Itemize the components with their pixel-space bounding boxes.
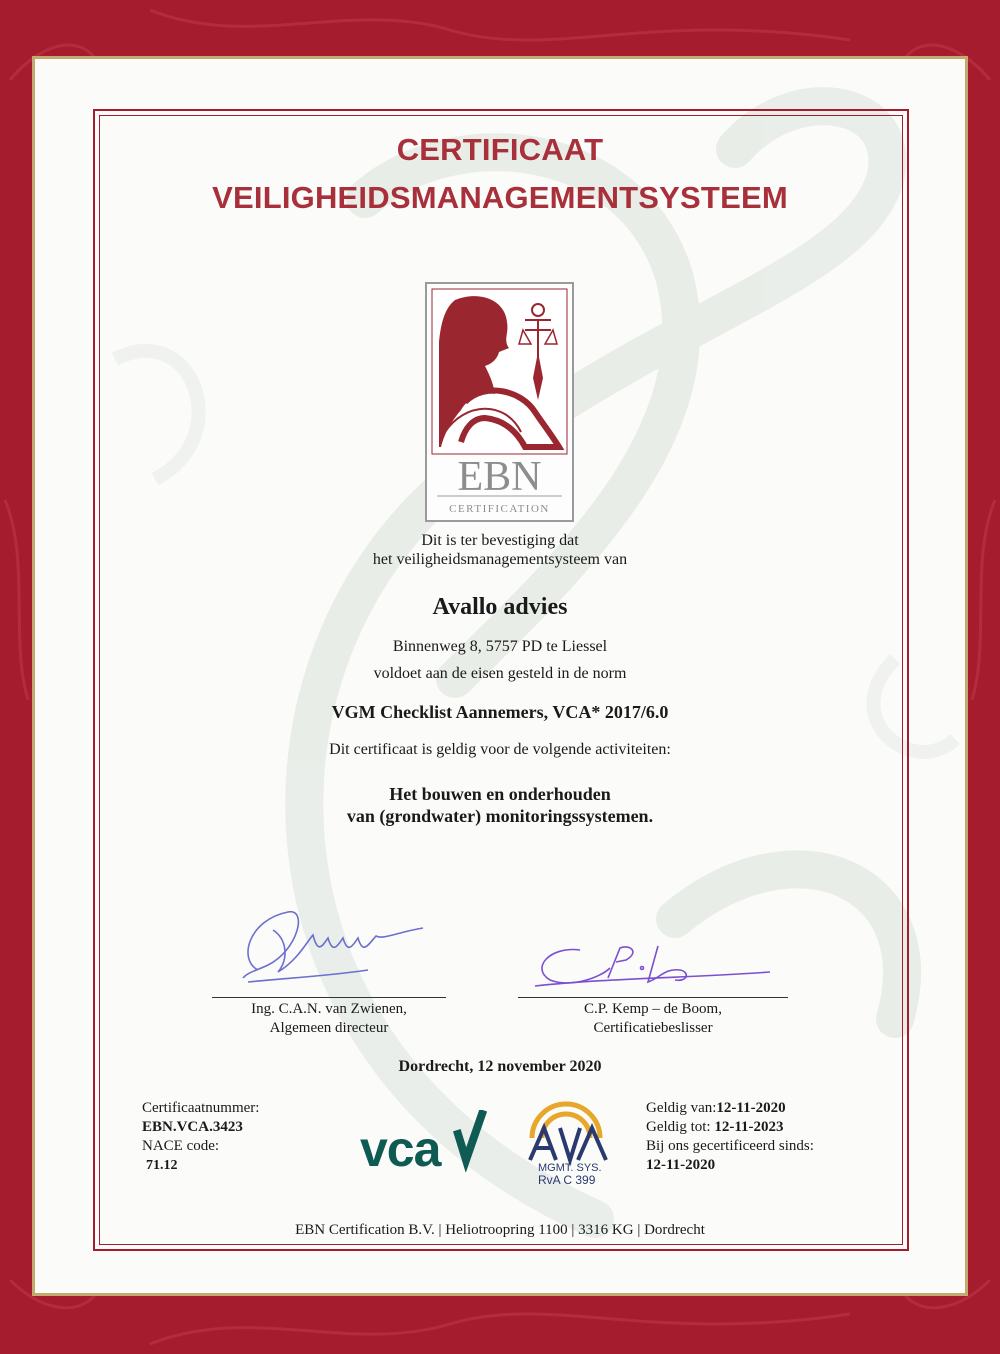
validity-text: Dit certificaat is geldig voor de volgende activiteiten:	[329, 741, 671, 758]
ebn-logo-subtitle: CERTIFICATION	[449, 503, 550, 515]
intro-text	[0, 531, 1000, 569]
company-name: Avallo advies	[432, 594, 568, 620]
valid-from	[646, 1099, 886, 1118]
certificate-footer: EBN Certification B.V. | Heliotroopring 1100 | 3316 KG | Dordrecht	[295, 1222, 705, 1238]
activity-line-1: Het bouwen en onderhouden	[389, 784, 611, 804]
signature-right	[530, 938, 780, 998]
nace-code-label: NACE code:	[142, 1138, 220, 1154]
norm-name: VGM Checklist Aannemers, VCA* 2017/6.0	[331, 702, 669, 722]
signatory-left-name: Ing. C.A.N. van Zwienen,	[251, 1001, 407, 1017]
valid-from-label: Geldig van:	[646, 1100, 717, 1116]
nace-code-value: 71.12	[146, 1158, 178, 1173]
validity-block	[646, 1099, 886, 1175]
company-address: Binnenweg 8, 5757 PD te Liessel	[392, 638, 608, 655]
rva-accreditation-logo	[520, 1098, 616, 1186]
certificate-number-label: Certificaatnummer:	[142, 1100, 260, 1116]
signatory-left	[212, 1000, 446, 1038]
certificate-number-value: EBN.VCA.3423	[142, 1119, 243, 1135]
valid-to-label: Geldig tot:	[646, 1119, 715, 1135]
ebn-certification-logo	[425, 282, 574, 522]
certificate-title-line2: VEILIGHEIDSMANAGEMENTSYSTEEM	[212, 180, 788, 215]
signatory-right	[518, 1000, 788, 1038]
ebn-logo-text: EBN	[457, 454, 542, 500]
intro-line-1: Dit is ter bevestiging dat	[421, 532, 579, 549]
signature-line-right	[518, 997, 788, 998]
place-date: Dordrecht, 12 november 2020	[398, 1058, 602, 1075]
signature-line-left	[212, 997, 446, 998]
signatory-right-role: Certificatiebeslisser	[593, 1020, 713, 1036]
certificate-title-line1: CERTIFICAAT	[396, 132, 604, 167]
activity-description	[0, 783, 1000, 827]
certified-since-label: Bij ons gecertificeerd sinds:	[646, 1138, 814, 1154]
vca-logo	[360, 1110, 490, 1172]
activity-line-2: van (grondwater) monitoringssystemen.	[346, 806, 654, 826]
signature-left	[228, 900, 428, 990]
rva-logo-line2: RvA C 399	[538, 1173, 596, 1186]
valid-to	[646, 1118, 886, 1137]
valid-to-value: 12-11-2023	[714, 1119, 784, 1135]
vca-logo-text: vca	[360, 1121, 441, 1172]
intro-line-2: het veiligheidsmanagementsysteem van	[372, 551, 628, 568]
compliance-text: voldoet aan de eisen gesteld in de norm	[373, 665, 627, 682]
valid-from-value: 12-11-2020	[716, 1100, 786, 1116]
signatory-right-name: C.P. Kemp – de Boom,	[584, 1001, 722, 1017]
rva-logo-line1: MGMT. SYS.	[538, 1162, 602, 1174]
certified-since-value: 12-11-2020	[646, 1157, 716, 1173]
certificate-number-block	[142, 1099, 342, 1175]
signatory-left-role: Algemeen directeur	[269, 1020, 389, 1036]
